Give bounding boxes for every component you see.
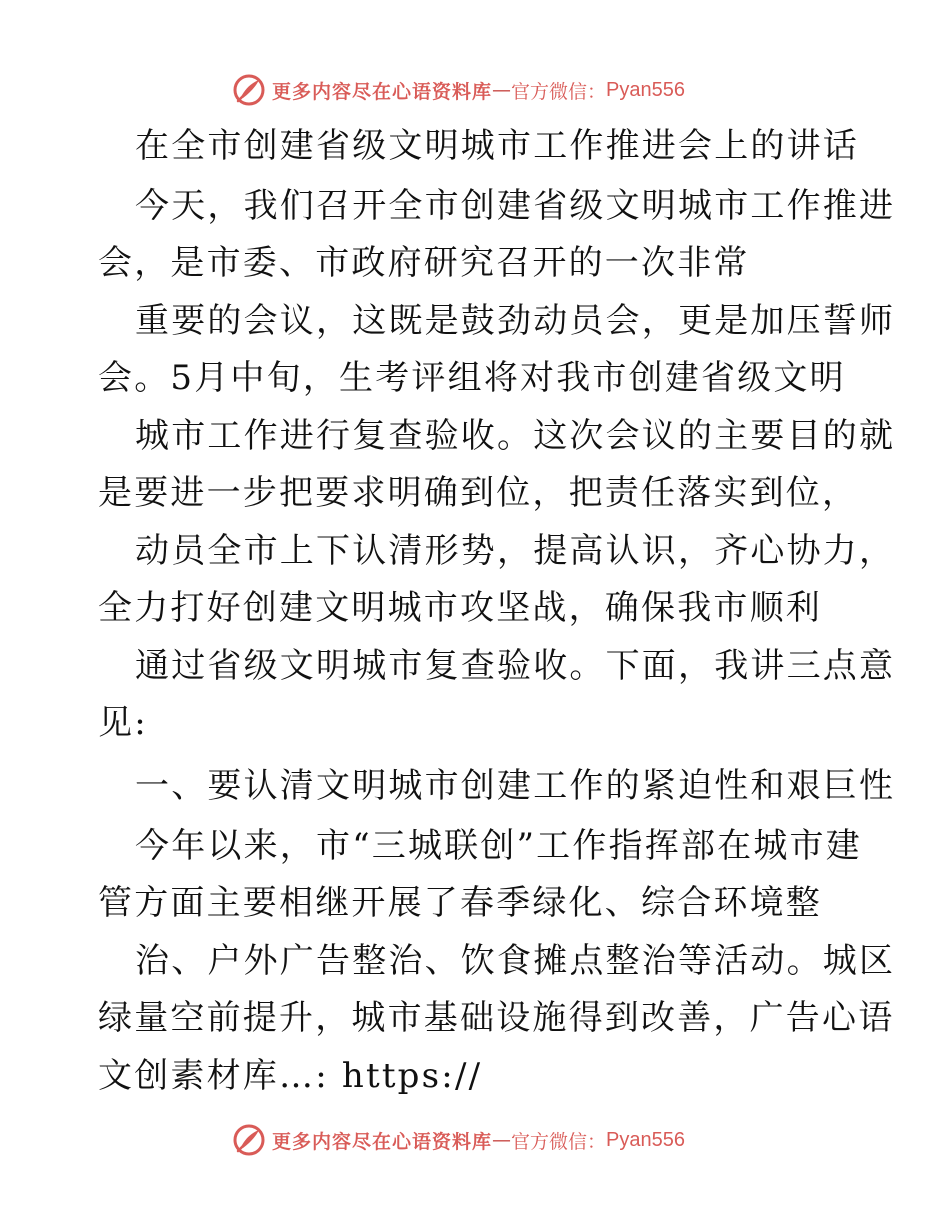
text-line: 管方面主要相继开展了春季绿化、综合环境整 bbox=[98, 883, 822, 923]
text-line: 见: bbox=[98, 703, 148, 743]
quill-logo-icon bbox=[232, 1123, 266, 1157]
watermark-separator: — bbox=[492, 1129, 512, 1151]
text-line: 会。5月中旬，生考评组将对我市创建省级文明 bbox=[98, 358, 846, 398]
text-line: 重要的会议，这既是鼓劲动员会，更是加压誓师 bbox=[135, 301, 896, 341]
text-line: 绿量空前提升，城市基础设施得到改善，广告心语 bbox=[98, 998, 895, 1038]
watermark-separator: — bbox=[492, 79, 512, 101]
watermark-wechat-id: Pyan556 bbox=[606, 78, 685, 101]
text-line: 今天，我们召开全市创建省级文明城市工作推进 bbox=[135, 186, 896, 226]
quill-logo-icon bbox=[232, 73, 266, 107]
watermark-banner-top bbox=[232, 70, 732, 110]
text-line: 城市工作进行复查验收。这次会议的主要目的就 bbox=[135, 416, 896, 456]
text-line: 会，是市委、市政府研究召开的一次非常 bbox=[98, 243, 750, 283]
watermark-wechat-label: 官方微信： bbox=[511, 80, 607, 103]
watermark-text: 更多内容尽在心语资料库 bbox=[272, 1130, 493, 1153]
text-line: 通过省级文明城市复查验收。下面，我讲三点意 bbox=[135, 646, 896, 686]
text-line: 全力打好创建文明城市攻坚战，确保我市顺利 bbox=[98, 588, 822, 628]
watermark-banner-bottom bbox=[232, 1120, 732, 1160]
section-heading: 一、要认清文明城市创建工作的紧迫性和艰巨性 bbox=[135, 766, 896, 806]
text-line: 是要进一步把要求明确到位，把责任落实到位， bbox=[98, 473, 859, 513]
watermark-wechat-id: Pyan556 bbox=[606, 1128, 685, 1151]
document-title: 在全市创建省级文明城市工作推进会上的讲话 bbox=[135, 126, 859, 166]
text-line: 今年以来，市“三城联创”工作指挥部在城市建 bbox=[135, 826, 862, 866]
text-line: 动员全市上下认清形势，提高认识，齐心协力， bbox=[135, 531, 896, 571]
watermark-wechat-label: 官方微信： bbox=[511, 1130, 607, 1153]
text-line: 治、户外广告整治、饮食摊点整治等活动。城区 bbox=[135, 941, 896, 981]
text-line: 文创素材库…: https:// bbox=[98, 1056, 483, 1096]
watermark-text: 更多内容尽在心语资料库 bbox=[272, 80, 493, 103]
